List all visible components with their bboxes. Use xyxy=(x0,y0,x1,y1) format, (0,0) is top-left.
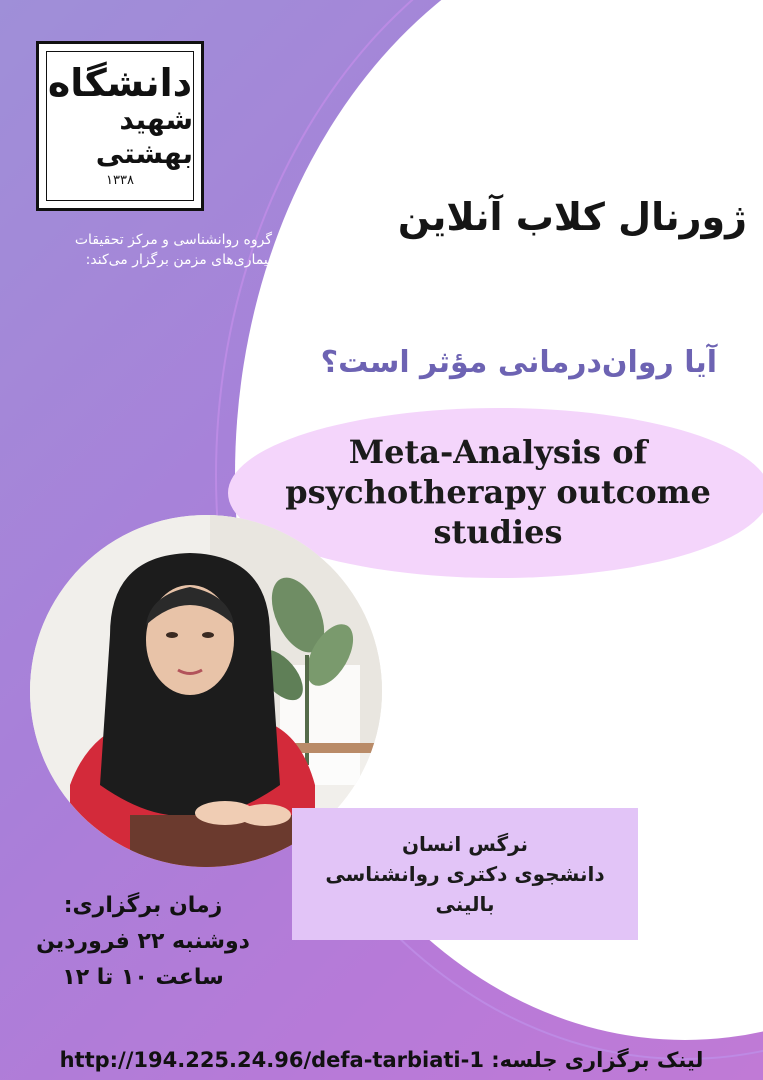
speaker-card xyxy=(292,808,638,940)
question-heading: آیا روان‌درمانی مؤثر است؟ xyxy=(320,345,717,380)
logo-frame xyxy=(46,51,194,201)
logo-year: ۱۳۳۸ xyxy=(106,173,134,188)
logo-wordmark-line1: دانشگاه xyxy=(47,61,193,105)
topic-line-3: studies xyxy=(433,513,563,551)
logo-wordmark-line2: شهید بهشتی xyxy=(95,103,193,170)
topic-title xyxy=(258,432,738,552)
schedule-date: دوشنبه ۲۲ فروردین xyxy=(36,929,250,954)
topic-line-1: Meta-Analysis of xyxy=(348,433,648,471)
meeting-link-footer xyxy=(0,1040,763,1080)
topic-line-2: psychotherapy outcome xyxy=(285,473,711,511)
meeting-link-url[interactable]: http://194.225.24.96/defa-tarbiati-1 xyxy=(59,1048,484,1072)
speaker-role-line-1: دانشجوی دکتری روانشناسی xyxy=(325,862,605,886)
university-logo xyxy=(36,41,204,211)
organizer-subtitle: گروه روانشناسی و مرکز تحقیقات بیماری‌های مزمن برگزار می‌کند: xyxy=(74,232,272,268)
speaker-role-line-2: بالینی xyxy=(435,892,495,916)
speaker-name: نرگس انسان xyxy=(401,832,529,856)
page-title: ژورنال کلاب آنلاین xyxy=(397,195,747,239)
meeting-link-label: لینک برگزاری جلسه: xyxy=(491,1048,704,1072)
schedule-time: ساعت ۱۰ تا ۱۲ xyxy=(62,965,224,990)
schedule-label: زمان برگزاری: xyxy=(63,893,223,918)
schedule-block xyxy=(18,888,268,996)
